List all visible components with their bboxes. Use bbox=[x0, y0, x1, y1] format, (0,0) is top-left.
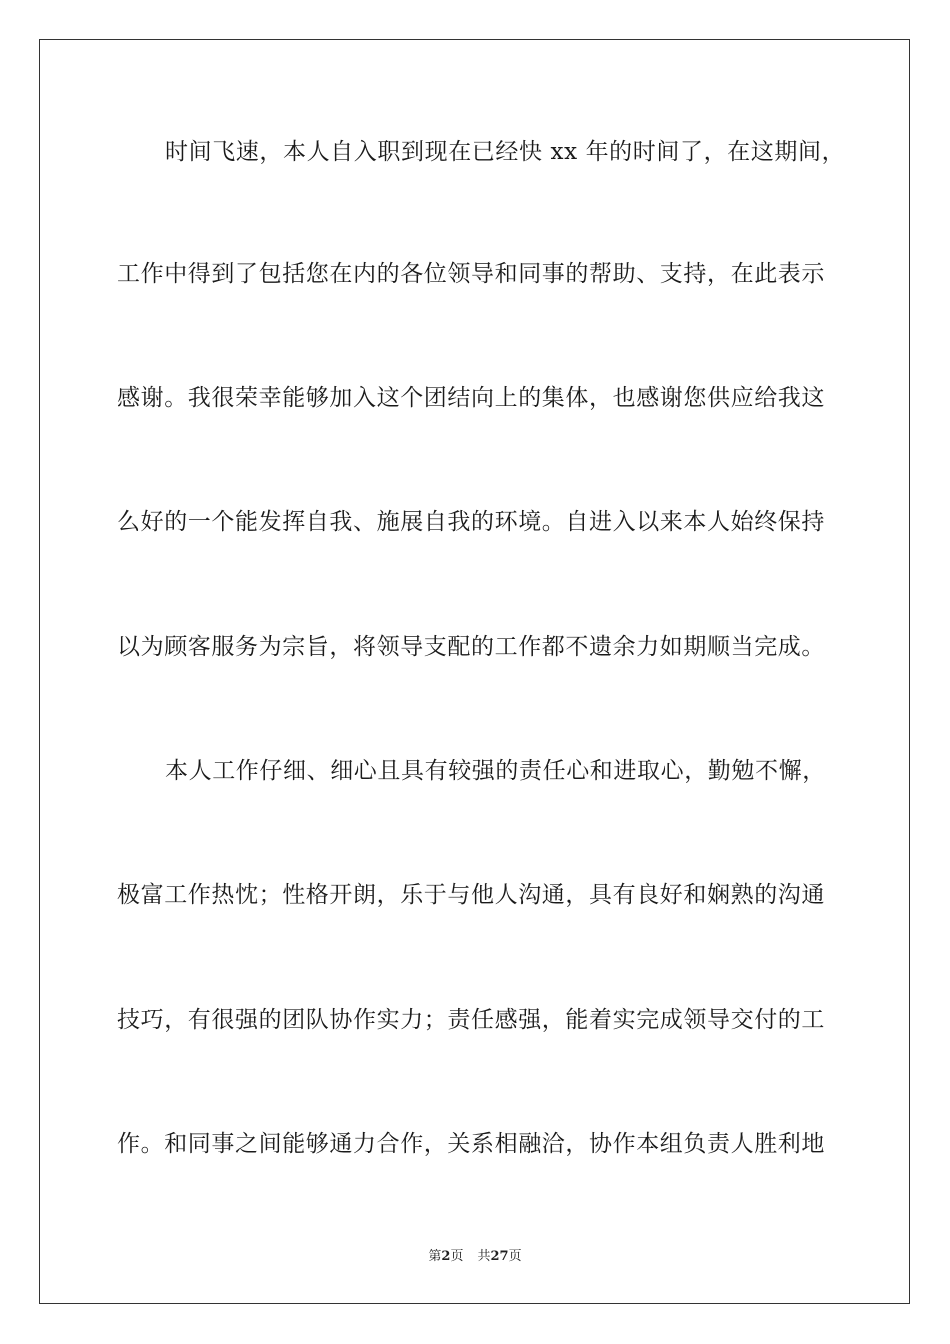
paragraph-line: 技巧，有很强的团队协作实力；责任感强，能着实完成领导交付的工 bbox=[117, 1007, 825, 1033]
page-prefix: 第 bbox=[428, 1249, 442, 1264]
paragraph-line: 本人工作仔细、细心且具有较强的责任心和进取心，勤勉不懈， bbox=[165, 758, 826, 784]
paragraph-line: 时间飞速，本人自入职到现在已经快 xx 年的时间了，在这期间， bbox=[165, 139, 846, 165]
paragraph-line: 感谢。我很荣幸能够加入这个团结向上的集体，也感谢您供应给我这 bbox=[117, 385, 825, 411]
paragraph-line: 么好的一个能发挥自我、施展自我的环境。自进入以来本人始终保持 bbox=[117, 509, 825, 535]
total-prefix: 共 bbox=[477, 1249, 491, 1264]
page-border bbox=[39, 39, 910, 1304]
page-number: 2 bbox=[441, 1249, 451, 1264]
paragraph-line: 极富工作热忱；性格开朗，乐于与他人沟通，具有良好和娴熟的沟通 bbox=[117, 882, 825, 908]
total-pages: 27 bbox=[490, 1249, 509, 1264]
paragraph-line: 工作中得到了包括您在内的各位领导和同事的帮助、支持，在此表示 bbox=[117, 261, 825, 287]
page-footer bbox=[0, 1248, 950, 1266]
total-suffix: 页 bbox=[508, 1249, 522, 1264]
page-suffix: 页 bbox=[450, 1249, 464, 1264]
paragraph-line: 以为顾客服务为宗旨，将领导支配的工作都不遗余力如期顺当完成。 bbox=[117, 634, 825, 660]
paragraph-line: 作。和同事之间能够通力合作，关系相融洽，协作本组负责人胜利地 bbox=[117, 1131, 825, 1157]
